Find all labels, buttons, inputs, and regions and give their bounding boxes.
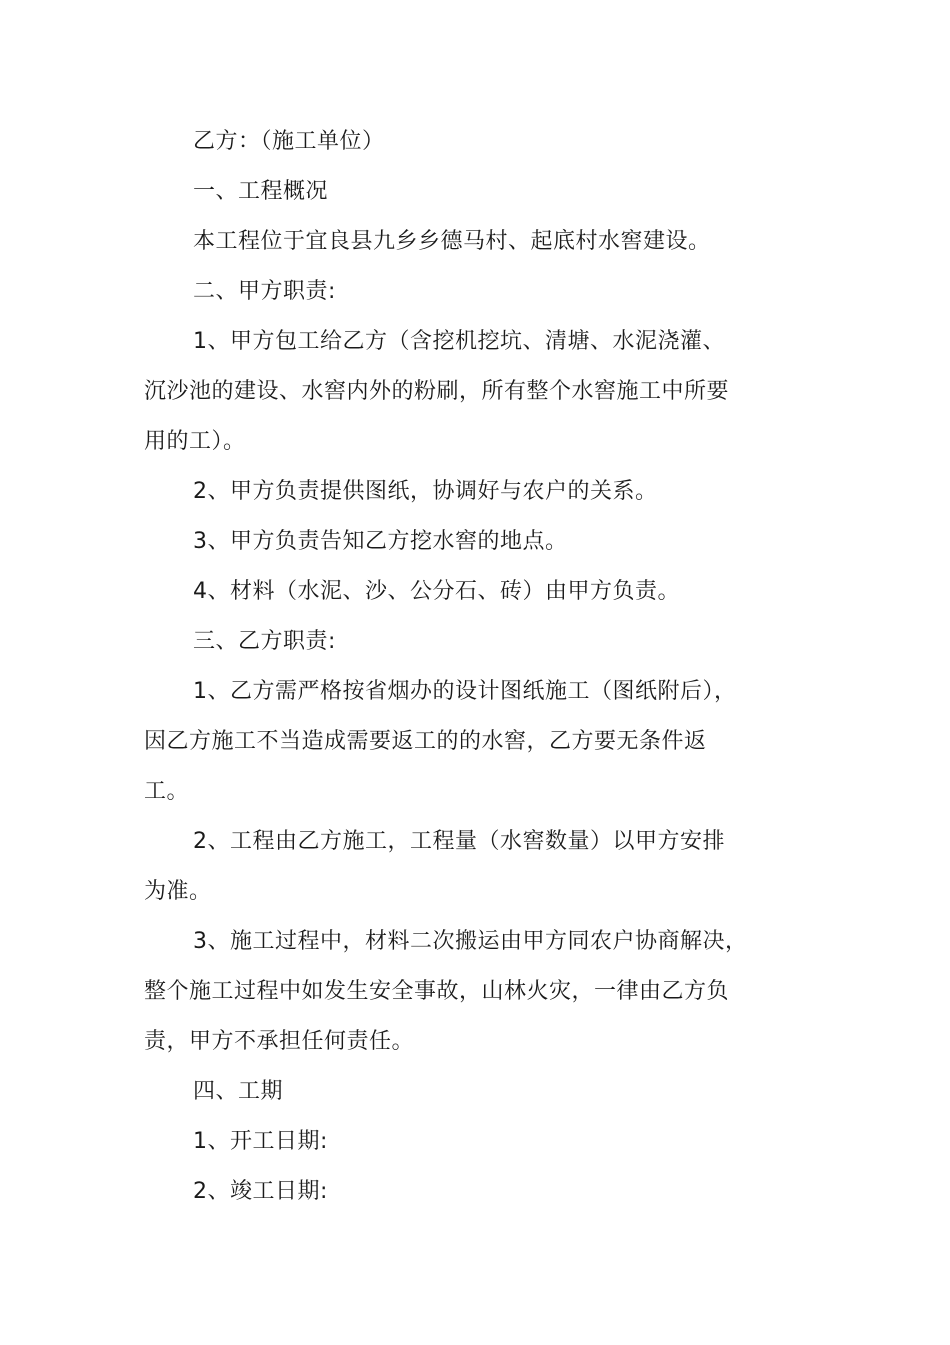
- start-date-line: 1、开工日期:: [193, 1129, 328, 1154]
- party-a-item-1-line-2: 沉沙池的建设、水窖内外的粉刷，所有整个水窖施工中所要: [144, 379, 730, 404]
- party-a-item-1-line-1: 1、甲方包工给乙方（含挖机挖坑、清塘、水泥浇灌、: [193, 329, 725, 354]
- party-a-item-2: 2、甲方负责提供图纸，协调好与农户的关系。: [193, 479, 658, 504]
- party-a-item-1-line-3: 用的工）。: [144, 429, 246, 454]
- party-b-item-1-line-2: 因乙方施工不当造成需要返工的的水窖，乙方要无条件返: [144, 729, 707, 754]
- party-a-item-3: 3、甲方负责告知乙方挖水窖的地点。: [193, 529, 568, 554]
- completion-date-line: 2、竣工日期:: [193, 1179, 328, 1204]
- party-b-item-3-line-1: 3、施工过程中，材料二次搬运由甲方同农户协商解决，: [193, 929, 748, 954]
- party-b-item-1-line-3: 工。: [144, 779, 190, 804]
- party-b-line: 乙方：（施工单位）: [193, 129, 385, 154]
- party-b-item-1-line-1: 1、乙方需严格按省烟办的设计图纸施工（图纸附后），: [193, 679, 737, 704]
- party-b-item-3-line-3: 责，甲方不承担任何责任。: [144, 1029, 415, 1054]
- section-heading-overview: 一、工程概况: [193, 179, 329, 204]
- party-a-item-4: 4、材料（水泥、沙、公分石、砖）由甲方负责。: [193, 579, 680, 604]
- party-b-item-3-line-2: 整个施工过程中如发生安全事故，山林火灾，一律由乙方负: [144, 979, 730, 1004]
- party-b-item-2-line-1: 2、工程由乙方施工，工程量（水窖数量）以甲方安排: [193, 829, 725, 854]
- party-b-item-2-line-2: 为准。: [144, 879, 212, 904]
- section-heading-party-a-duties: 二、甲方职责:: [193, 279, 336, 304]
- section-heading-schedule: 四、工期: [193, 1079, 284, 1104]
- section-heading-party-b-duties: 三、乙方职责:: [193, 629, 336, 654]
- paragraph-overview: 本工程位于宜良县九乡乡德马村、起底村水窖建设。: [193, 229, 711, 254]
